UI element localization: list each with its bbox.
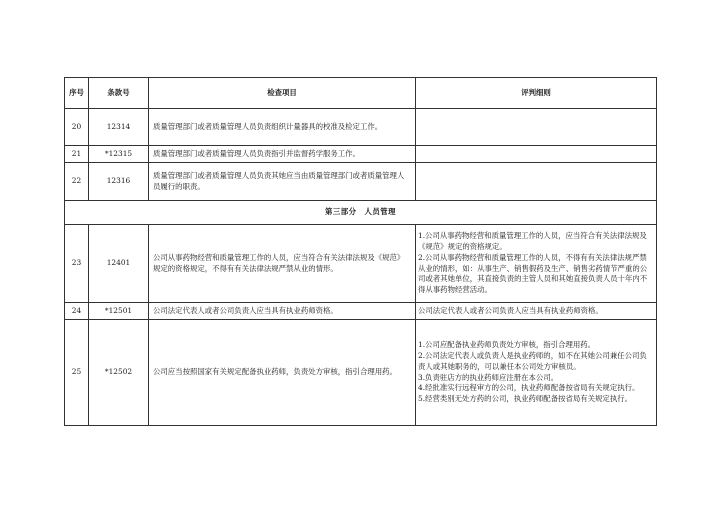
section-title: 第三部分 人员管理 bbox=[65, 201, 657, 225]
rule-line: 1.公司从事药物经营和质量管理工作的人员，应当符合有关法律法规及《规范》规定的资格规定。 bbox=[418, 231, 647, 252]
table-row bbox=[65, 163, 657, 201]
header-seq: 序号 bbox=[65, 78, 89, 109]
row-item: 公司应当按照国家有关规定配备执业药师，负责处方审核，指引合理用药。 bbox=[149, 320, 416, 426]
rule-line: 2.公司从事药物经营和质量管理工作的人员，不得有有关法律法规严禁从业的情形，如：从事生产、销售假药及生产、销售劣药情节严重的公司或者其她单位，其直接负责的主管人员和其她直接负责人员十年内不得从事药物经营活动。 bbox=[418, 252, 648, 294]
section-row bbox=[65, 201, 657, 225]
row-clause: 12401 bbox=[89, 225, 149, 303]
rule-line: 2.公司法定代表人或负责人是执业药师的，如不在其她公司兼任公司负责人或其她职务的，可以兼任本公司处方审核员。 bbox=[418, 351, 647, 371]
row-rules bbox=[416, 303, 657, 320]
row-seq: 25 bbox=[65, 320, 89, 426]
row-clause: *12501 bbox=[89, 303, 149, 320]
header-clause: 条款号 bbox=[89, 78, 149, 109]
row-item: 质量管理部门或者质量管理人员负责组织计量器具的校准及检定工作。 bbox=[149, 109, 416, 146]
row-clause: 12314 bbox=[89, 109, 149, 146]
row-clause: 12316 bbox=[89, 163, 149, 201]
row-rules bbox=[416, 320, 657, 426]
row-item: 公司从事药物经营和质量管理工作的人员，应当符合有关法律法规及《规范》规定的资格规定，不得有有关法律法规严禁从业的情形。 bbox=[149, 225, 416, 303]
table-row bbox=[65, 146, 657, 163]
row-rules bbox=[416, 225, 657, 303]
row-seq: 20 bbox=[65, 109, 89, 146]
row-clause: *12502 bbox=[89, 320, 149, 426]
table-row bbox=[65, 109, 657, 146]
row-seq: 23 bbox=[65, 225, 89, 303]
table-row bbox=[65, 225, 657, 303]
rule-line: 1.公司应配备执业药师负责处方审核，指引合理用药。 bbox=[418, 340, 596, 350]
inspection-table bbox=[64, 77, 657, 426]
row-seq: 22 bbox=[65, 163, 89, 201]
table-row bbox=[65, 320, 657, 426]
rule-line: 4.经批准实行远程审方的公司，执业药师配备按省局有关规定执行。 bbox=[418, 383, 640, 393]
row-seq: 21 bbox=[65, 146, 89, 163]
row-seq: 24 bbox=[65, 303, 89, 320]
rule-line: 3.负责驻店方的执业药师应注册在本公司。 bbox=[418, 372, 559, 382]
rule-line: 公司法定代表人或者公司负责人应当具有执业药师资格。 bbox=[418, 305, 603, 315]
row-rules bbox=[416, 146, 657, 163]
row-item: 质量管理部门或者质量管理人员负责其她应当由质量管理部门或者质量管理人员履行的职责。 bbox=[149, 163, 416, 201]
row-clause: *12315 bbox=[89, 146, 149, 163]
rule-line: 5.经营类别无处方药的公司，执业药师配备按省局有关规定执行。 bbox=[418, 393, 632, 403]
header-item: 检查项目 bbox=[149, 78, 416, 109]
table-header-row bbox=[65, 78, 657, 109]
row-rules bbox=[416, 109, 657, 146]
row-item: 质量管理部门或者质量管理人员负责指引并监督药学服务工作。 bbox=[149, 146, 416, 163]
row-rules bbox=[416, 163, 657, 201]
row-item: 公司法定代表人或者公司负责人应当具有执业药师资格。 bbox=[149, 303, 416, 320]
header-rules: 评判细则 bbox=[416, 78, 657, 109]
table-row bbox=[65, 303, 657, 320]
